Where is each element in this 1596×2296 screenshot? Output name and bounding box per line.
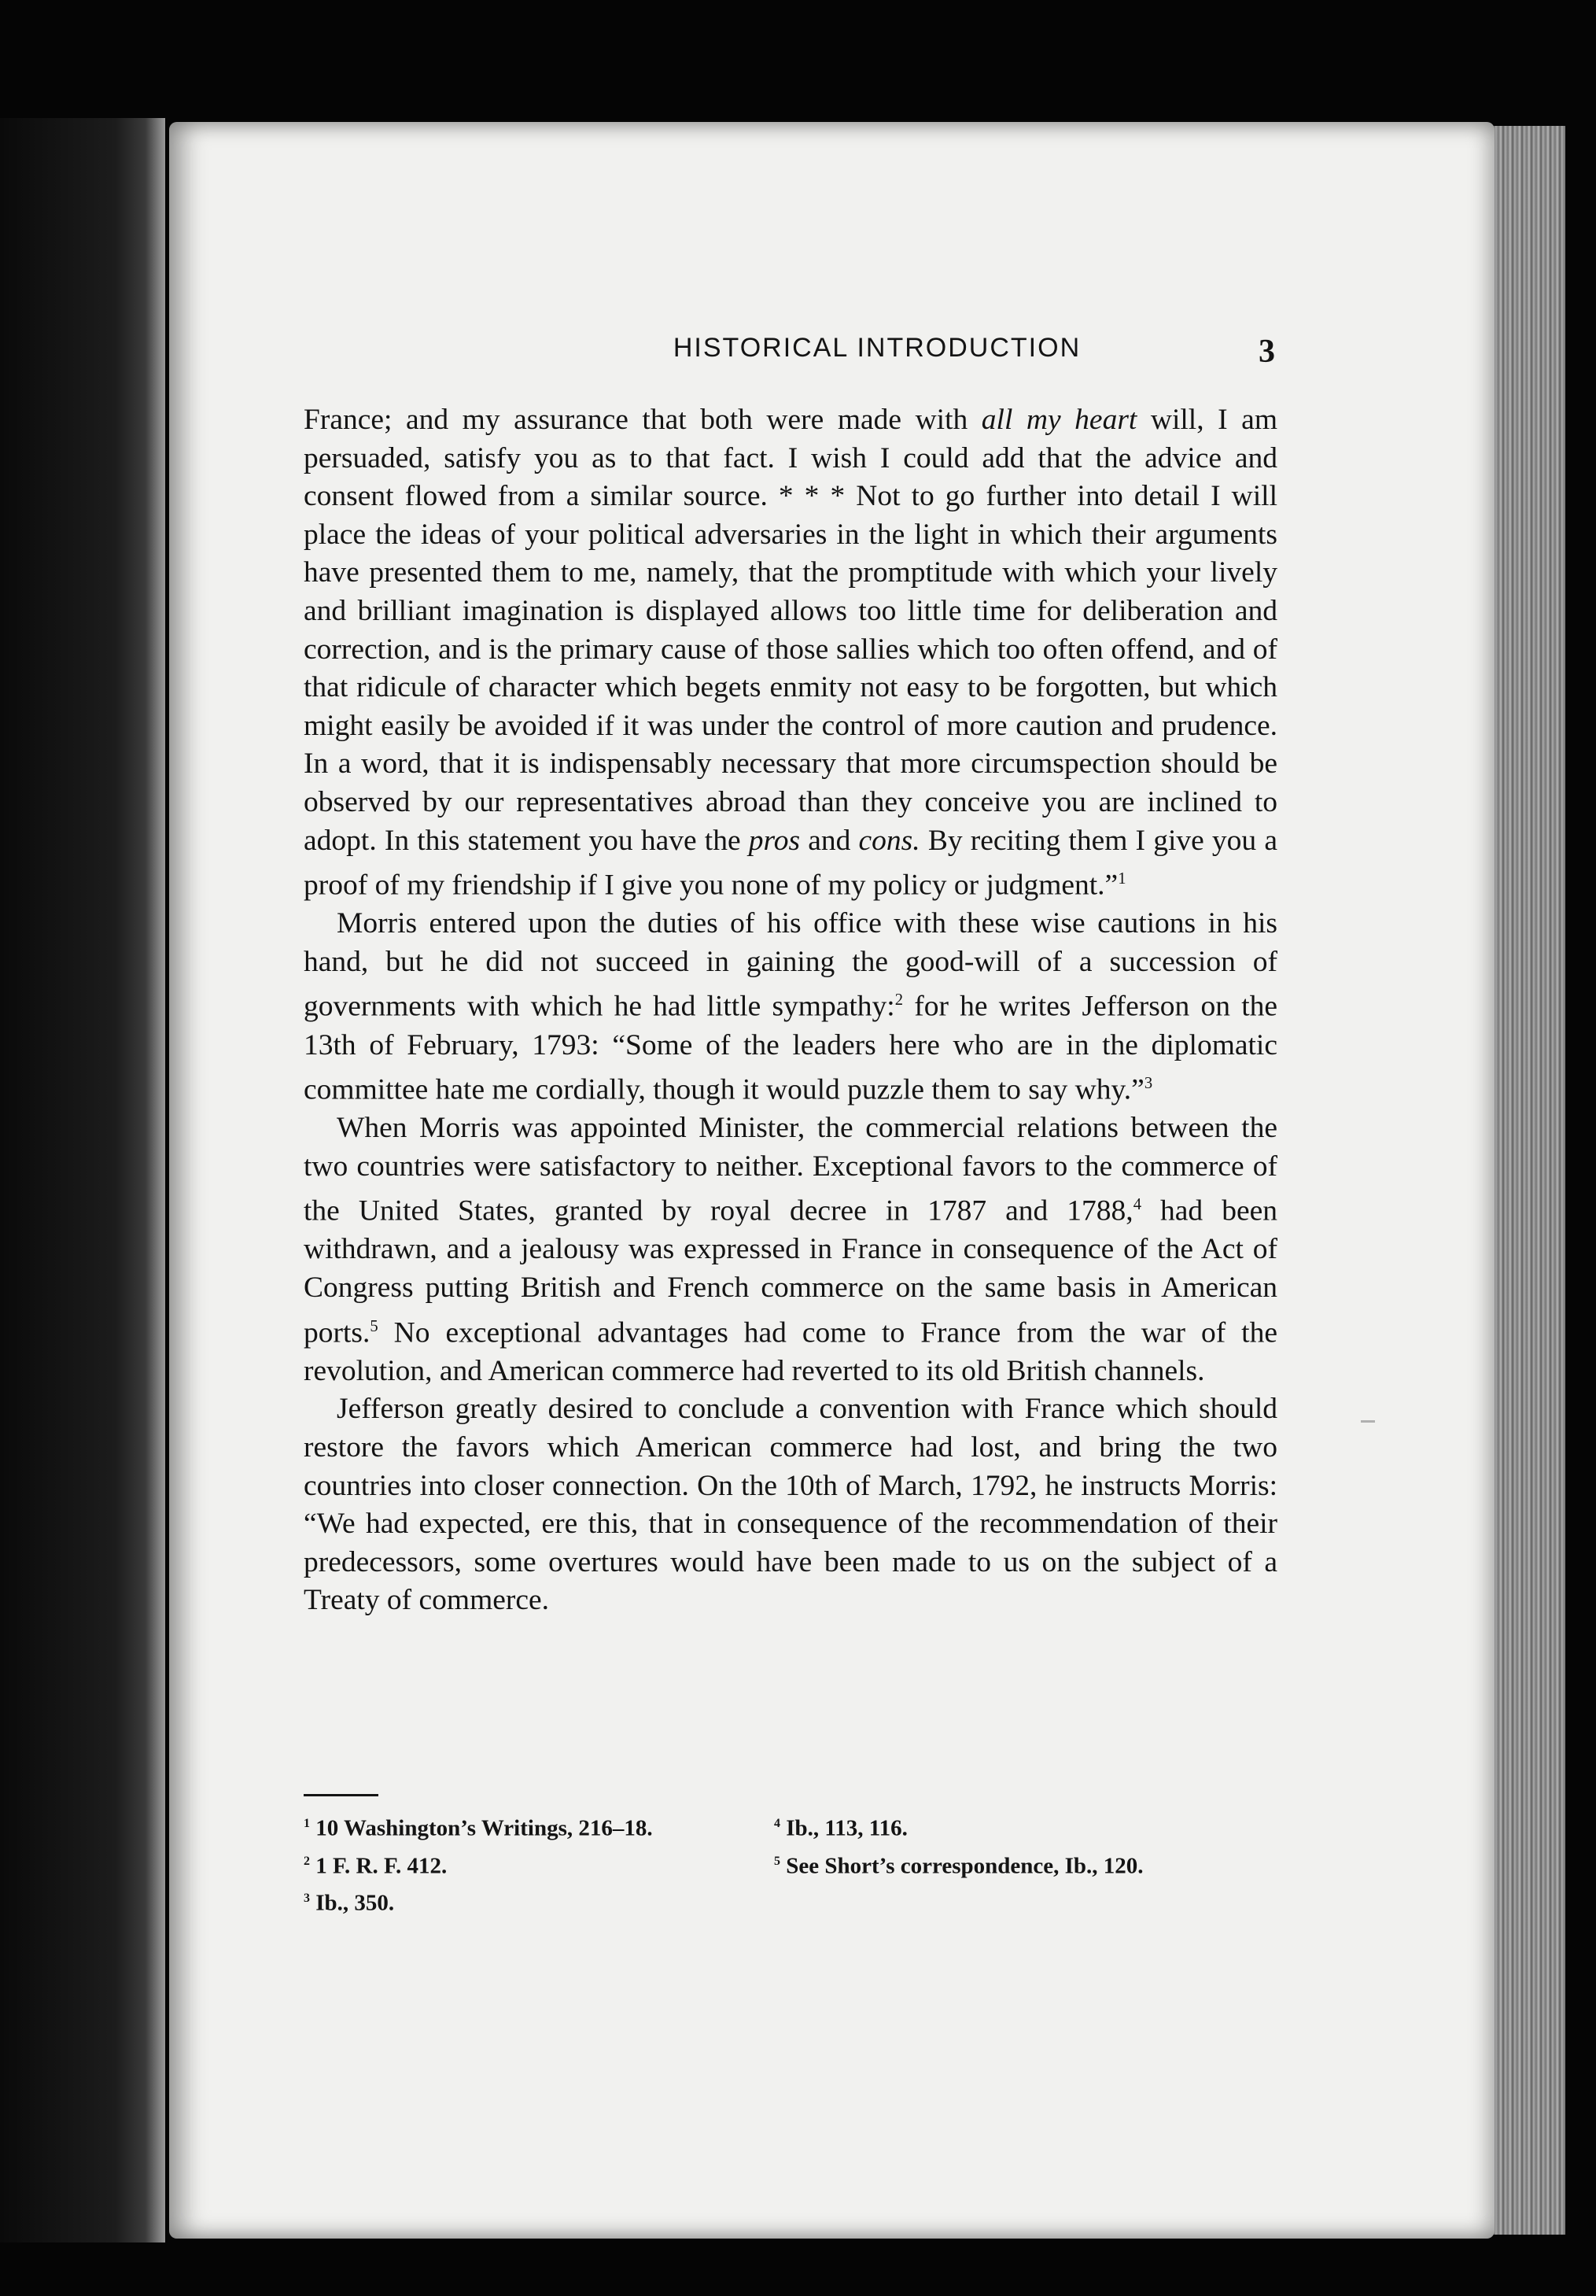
footnote-text: Ib., 350. — [309, 1890, 395, 1916]
footnote-mark: 2 — [304, 1854, 310, 1868]
footnote — [304, 1807, 776, 1845]
page-number: 3 — [1259, 334, 1275, 370]
italic-text: pros — [748, 824, 801, 857]
italic-text: cons. — [858, 824, 920, 857]
book-page — [169, 122, 1495, 2239]
paragraph — [304, 1390, 1277, 1620]
page-stack-edge — [1487, 126, 1565, 2235]
text-run: No exceptional advantages had come to France from the war of the revolution, and American commerce had reverted to its old British channels. — [304, 1316, 1277, 1387]
text-run: Jefferson greatly desired to conclude a convention with France which should restore the favors which American commerce had lost, and bring the two countries into closer connection. On the 10th of March, 1792, he instructs Morris: “We had expected, ere this, that in consequence of the recommendation of their predecessors, some overtures would have been made to us on the subject of a Treaty of commerce. — [304, 1393, 1277, 1617]
footnote-reference: 5 — [370, 1317, 378, 1335]
body-text — [304, 401, 1277, 1620]
footnote-mark: 3 — [304, 1892, 310, 1906]
footnote — [774, 1845, 1285, 1883]
footnote-mark: 1 — [304, 1817, 310, 1830]
text-run: When Morris was appointed Minister, the commercial relations between the two countries were satisfactory to neither. Exceptional favors to the commerce of the United States, granted by royal decree in 1787 and 1788, — [304, 1112, 1277, 1227]
footnote-reference: 3 — [1144, 1075, 1153, 1093]
paragraph — [304, 1109, 1277, 1390]
text-run: France; and my assurance that both were made with — [304, 404, 982, 436]
running-head: HISTORICAL INTRODUCTION — [673, 333, 1082, 363]
text-run: Morris entered upon the duties of his office with these wise cautions in his hand, but he did not succeed in gaining the good-will of a succession of governments with which he had little sympathy: — [304, 907, 1277, 1023]
text-run: had been withdrawn, and a jealousy was expressed in France in consequence of the Act of Congress putting British and French commerce on the same basis in American ports. — [304, 1194, 1278, 1349]
footnote — [304, 1882, 776, 1920]
text-run: for he writes Jefferson on the 13th of February, 1793: “Some of the leaders here who are in the diplomatic committee hate me cordially, though it would puzzle them to say why.” — [304, 990, 1278, 1106]
footnote — [304, 1845, 776, 1883]
footnote-reference: 1 — [1118, 870, 1126, 888]
footnote-text: See Short’s correspondence, Ib., 120. — [780, 1853, 1144, 1879]
text-run: and — [800, 824, 859, 857]
paragraph — [304, 905, 1277, 1109]
italic-text: all my heart — [981, 404, 1137, 436]
footnote-reference: 2 — [894, 991, 904, 1010]
footnote — [774, 1807, 1285, 1845]
margin-dash-mark — [1361, 1420, 1375, 1423]
left-page-edge — [0, 118, 165, 2242]
text-run: will, I am persuaded, satisfy you as to that fact. I wish I could add that the advice and consent flowed from a similar source. * * * Not to go further into detail I will place the ideas of your political adversaries in the light in which their arguments have presented them to me, namely, that the promptitude with which your lively and brilliant imagination is displayed allows too little time for deliberation and correction, and is the primary cause of those sallies which too often offend, and of that ridicule of character which begets enmity not easy to be forgotten, but which might easily be avoided if it was under the control of more caution and prudence. In a word, that it is indispensably necessary that more circumspection should be observed by our representatives abroad than they conceive you are inclined to adopt. In this statement you have the — [304, 404, 1277, 857]
paragraph — [304, 401, 1277, 905]
footnote-text: 10 Washington’s Writings, 216–18. — [309, 1815, 653, 1841]
footnotes-left-column — [304, 1807, 776, 1920]
footnote-reference: 4 — [1133, 1196, 1141, 1214]
footnote-mark: 5 — [774, 1854, 780, 1868]
footnote-text: 1 F. R. F. 412. — [309, 1853, 448, 1879]
footnote-rule — [304, 1794, 378, 1796]
footnote-text: Ib., 113, 116. — [780, 1815, 908, 1841]
footnote-mark: 4 — [774, 1817, 780, 1830]
footnotes-right-column — [774, 1807, 1285, 1882]
text-run: By reciting them I give you a proof of my friendship if I give you none of my policy or judgment.” — [304, 824, 1277, 902]
